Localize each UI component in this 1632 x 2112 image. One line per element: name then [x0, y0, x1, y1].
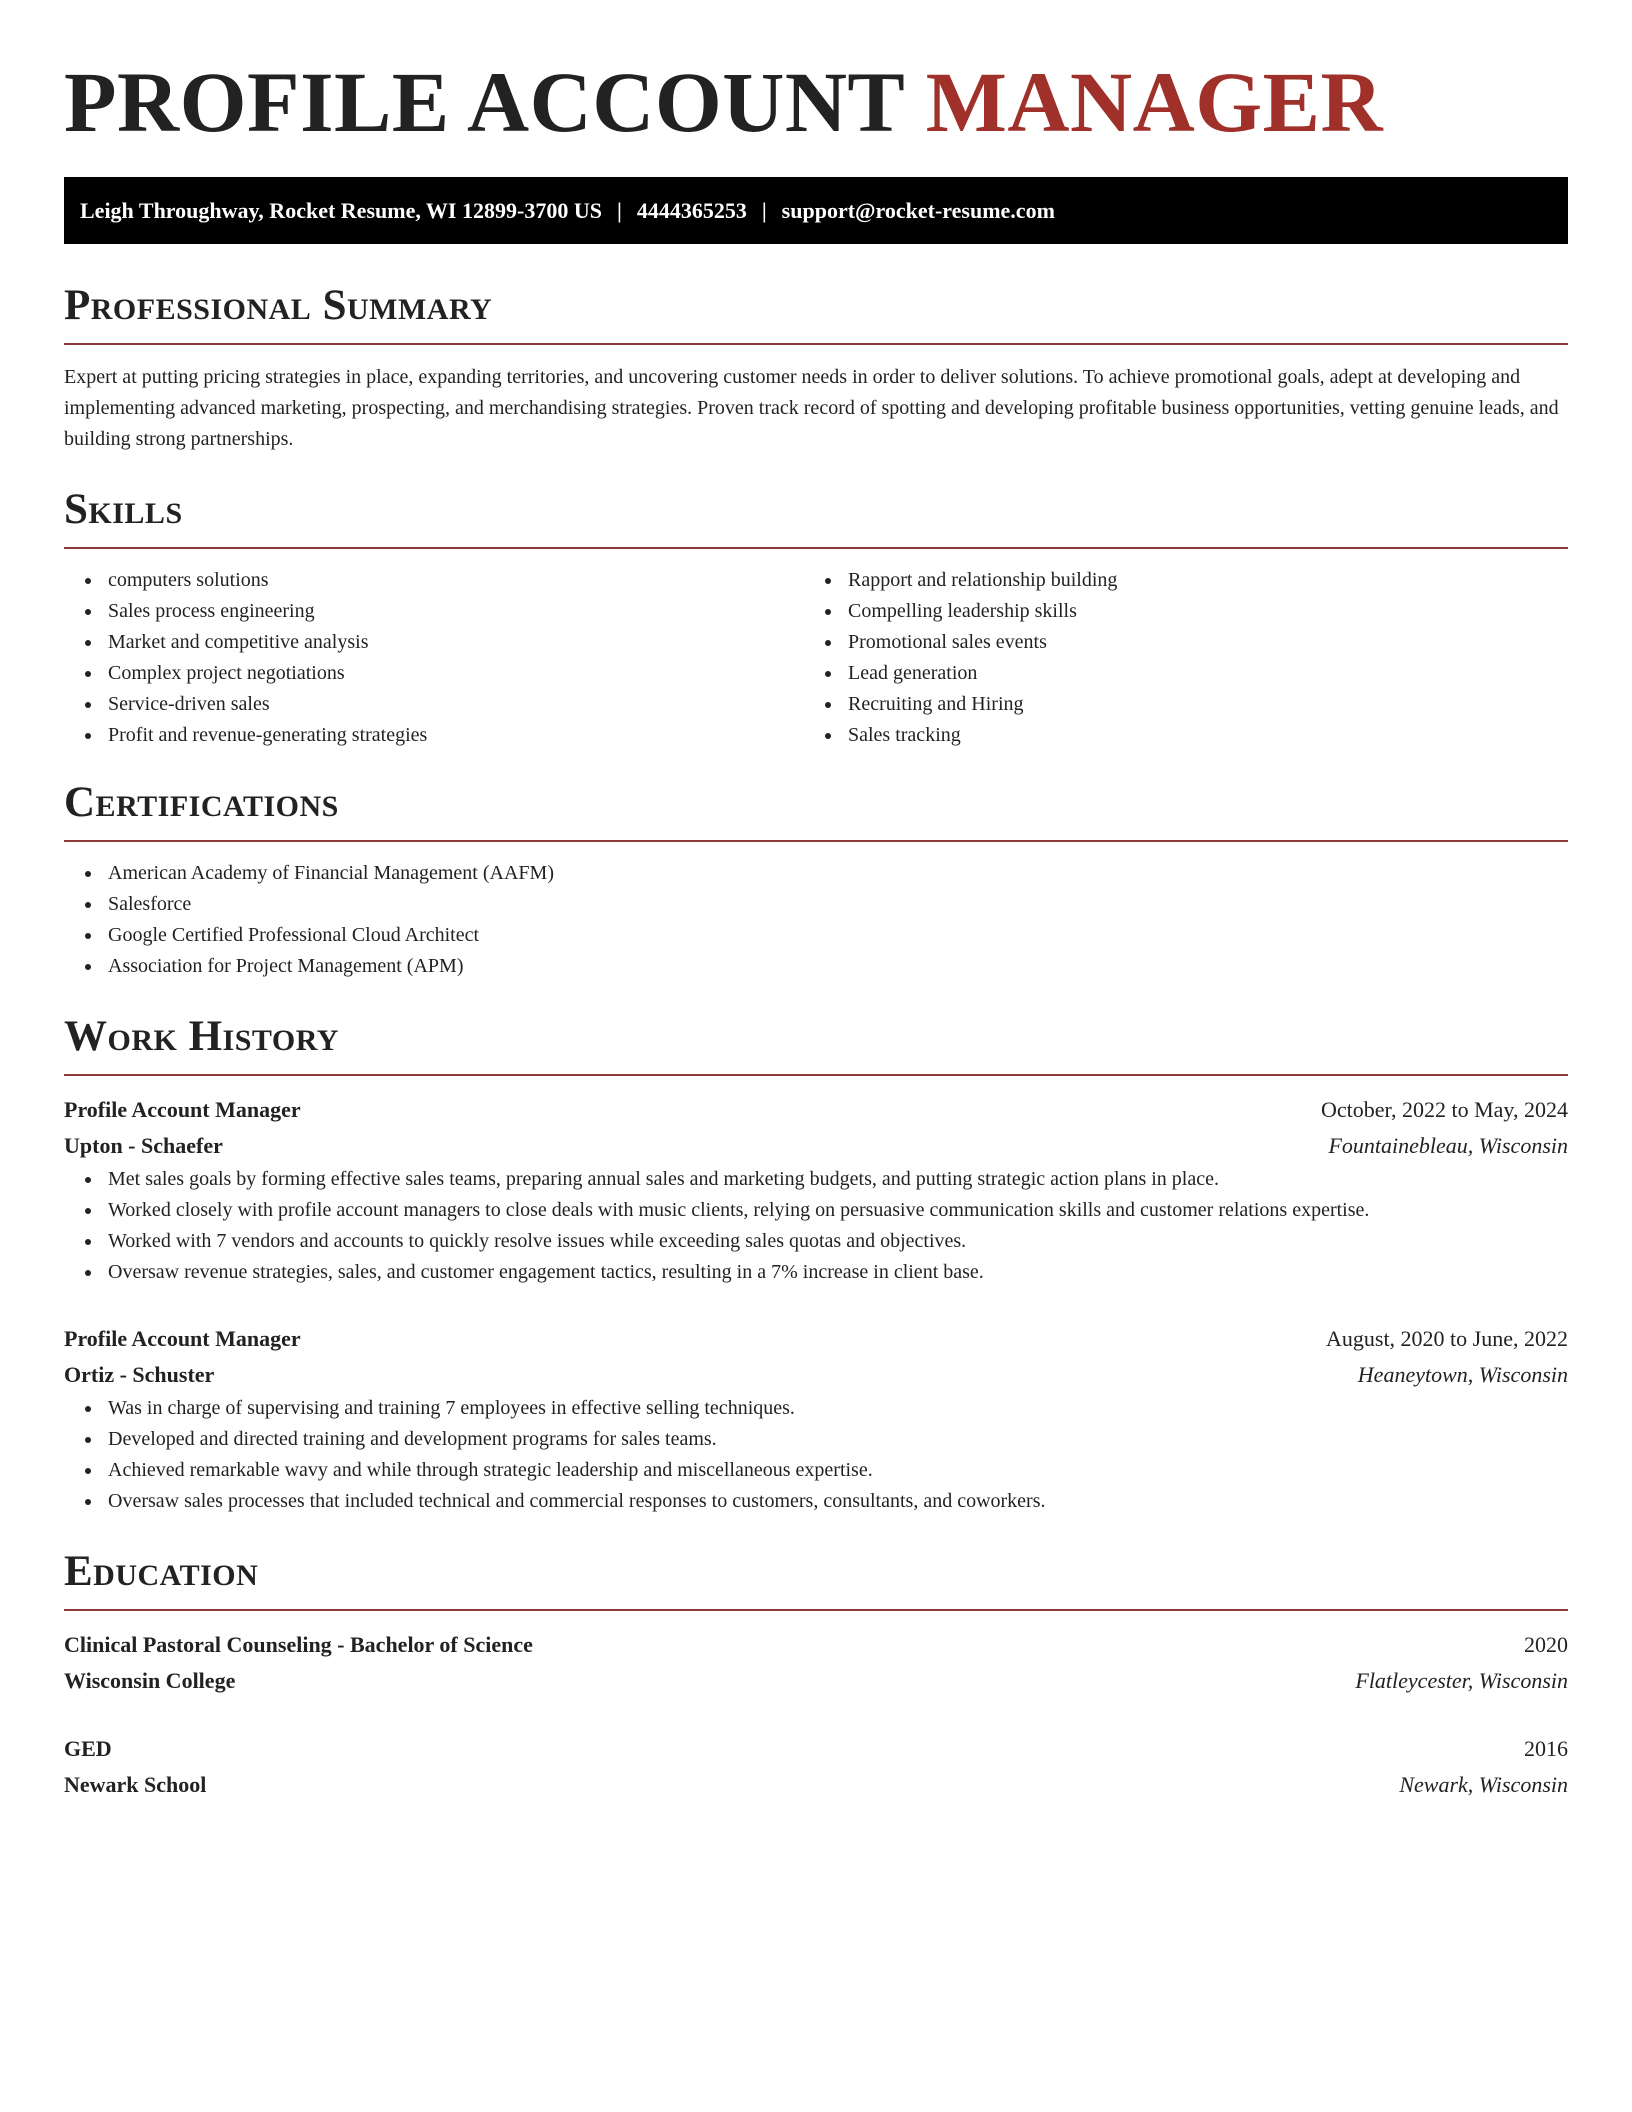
education-entry	[64, 1731, 1568, 1803]
contact-email: support@rocket-resume.com	[781, 198, 1055, 223]
skill-item: Sales tracking	[804, 720, 1544, 751]
job-company-row	[64, 1357, 1568, 1393]
job-bullet: Met sales goals by forming effective sales teams, preparing annual sales and marketing budgets, and putting strategic action plans in place.	[64, 1164, 1568, 1195]
job-location: Fountainebleau, Wisconsin	[1328, 1133, 1568, 1158]
job-bullet: Oversaw sales processes that included technical and commercial responses to customers, consultants, and coworkers.	[64, 1486, 1568, 1517]
certification-item: Association for Project Management (APM)	[64, 951, 1568, 982]
section-divider	[64, 343, 1568, 345]
job-title: Profile Account Manager	[64, 1326, 301, 1351]
skill-item: Rapport and relationship building	[804, 565, 1544, 596]
job-dates: August, 2020 to June, 2022	[1326, 1326, 1568, 1351]
certification-item: Salesforce	[64, 889, 1568, 920]
section-divider	[64, 547, 1568, 549]
education-degree: Clinical Pastoral Counseling - Bachelor of Science	[64, 1632, 533, 1657]
skill-item: computers solutions	[64, 565, 804, 596]
education-degree: GED	[64, 1736, 112, 1761]
contact-address: Leigh Throughway, Rocket Resume, WI 12899-3700 US	[80, 198, 602, 223]
skills-section	[64, 485, 1568, 751]
certification-item: American Academy of Financial Management (AAFM)	[64, 858, 1568, 889]
skill-item: Compelling leadership skills	[804, 596, 1544, 627]
job-bullet: Worked with 7 vendors and accounts to quickly resolve issues while exceeding sales quotas and objectives.	[64, 1226, 1568, 1257]
education-location: Flatleycester, Wisconsin	[1355, 1668, 1568, 1693]
certifications-list	[64, 858, 1568, 982]
contact-separator: |	[761, 198, 767, 223]
education-heading: Education	[64, 1548, 259, 1595]
summary-section	[64, 281, 1568, 455]
education-location: Newark, Wisconsin	[1399, 1772, 1568, 1797]
job-bullet: Worked closely with profile account managers to close deals with music clients, relying on persuasive communication skills and customer relations expertise.	[64, 1195, 1568, 1226]
education-year: 2016	[1524, 1736, 1568, 1761]
job-entry	[64, 1321, 1568, 1517]
skill-item: Recruiting and Hiring	[804, 689, 1544, 720]
certification-item: Google Certified Professional Cloud Architect	[64, 920, 1568, 951]
education-year: 2020	[1524, 1632, 1568, 1657]
job-bullet: Oversaw revenue strategies, sales, and customer engagement tactics, resulting in a 7% increase in client base.	[64, 1257, 1568, 1288]
job-bullets	[64, 1164, 1568, 1288]
education-school-row	[64, 1663, 1568, 1699]
skills-list-right	[804, 565, 1544, 751]
skills-heading: Skills	[64, 486, 183, 533]
skill-item: Lead generation	[804, 658, 1544, 689]
skill-item: Promotional sales events	[804, 627, 1544, 658]
contact-separator: |	[616, 198, 622, 223]
section-divider	[64, 1074, 1568, 1076]
education-section	[64, 1547, 1568, 1803]
skill-item: Service-driven sales	[64, 689, 804, 720]
job-header-row	[64, 1321, 1568, 1357]
job-bullets	[64, 1393, 1568, 1517]
section-divider	[64, 1609, 1568, 1611]
skill-item: Profit and revenue-generating strategies	[64, 720, 804, 751]
job-bullet: Achieved remarkable wavy and while through strategic leadership and miscellaneous expertise.	[64, 1455, 1568, 1486]
skill-item: Market and competitive analysis	[64, 627, 804, 658]
education-school: Wisconsin College	[64, 1668, 236, 1693]
certifications-section	[64, 778, 1568, 982]
skills-list-left	[64, 565, 804, 751]
title-main: PROFILE ACCOUNT	[64, 54, 904, 150]
work-history-section	[64, 1012, 1568, 1517]
section-divider	[64, 840, 1568, 842]
education-school-row	[64, 1767, 1568, 1803]
skill-item: Complex project negotiations	[64, 658, 804, 689]
job-title: Profile Account Manager	[64, 1097, 301, 1122]
contact-phone: 4444365253	[636, 198, 747, 223]
skill-item: Sales process engineering	[64, 596, 804, 627]
work-history-heading: Work History	[64, 1013, 339, 1060]
job-location: Heaneytown, Wisconsin	[1357, 1362, 1568, 1387]
job-company: Upton - Schaefer	[64, 1133, 223, 1158]
job-company-row	[64, 1128, 1568, 1164]
resume-title	[64, 0, 1568, 152]
education-degree-row	[64, 1731, 1568, 1767]
job-header-row	[64, 1092, 1568, 1128]
job-bullet: Was in charge of supervising and training 7 employees in effective selling techniques.	[64, 1393, 1568, 1424]
education-school: Newark School	[64, 1772, 207, 1797]
education-degree-row	[64, 1627, 1568, 1663]
certifications-heading: Certifications	[64, 779, 339, 826]
contact-bar	[64, 177, 1568, 244]
skills-columns	[64, 565, 1568, 751]
education-entry	[64, 1627, 1568, 1699]
job-company: Ortiz - Schuster	[64, 1362, 215, 1387]
title-accent: MANAGER	[925, 54, 1384, 150]
summary-text: Expert at putting pricing strategies in place, expanding territories, and uncovering customer needs in order to deliver solutions. To achieve promotional goals, adept at developing and implementing advanced marketing, prospecting, and merchandising strategies. Proven track record of spotting and developing profitable business opportunities, vetting genuine leads, and building strong partnerships.	[64, 366, 1559, 450]
summary-heading: Professional Summary	[64, 282, 493, 329]
job-dates: October, 2022 to May, 2024	[1321, 1097, 1568, 1122]
job-entry	[64, 1092, 1568, 1288]
job-bullet: Developed and directed training and development programs for sales teams.	[64, 1424, 1568, 1455]
